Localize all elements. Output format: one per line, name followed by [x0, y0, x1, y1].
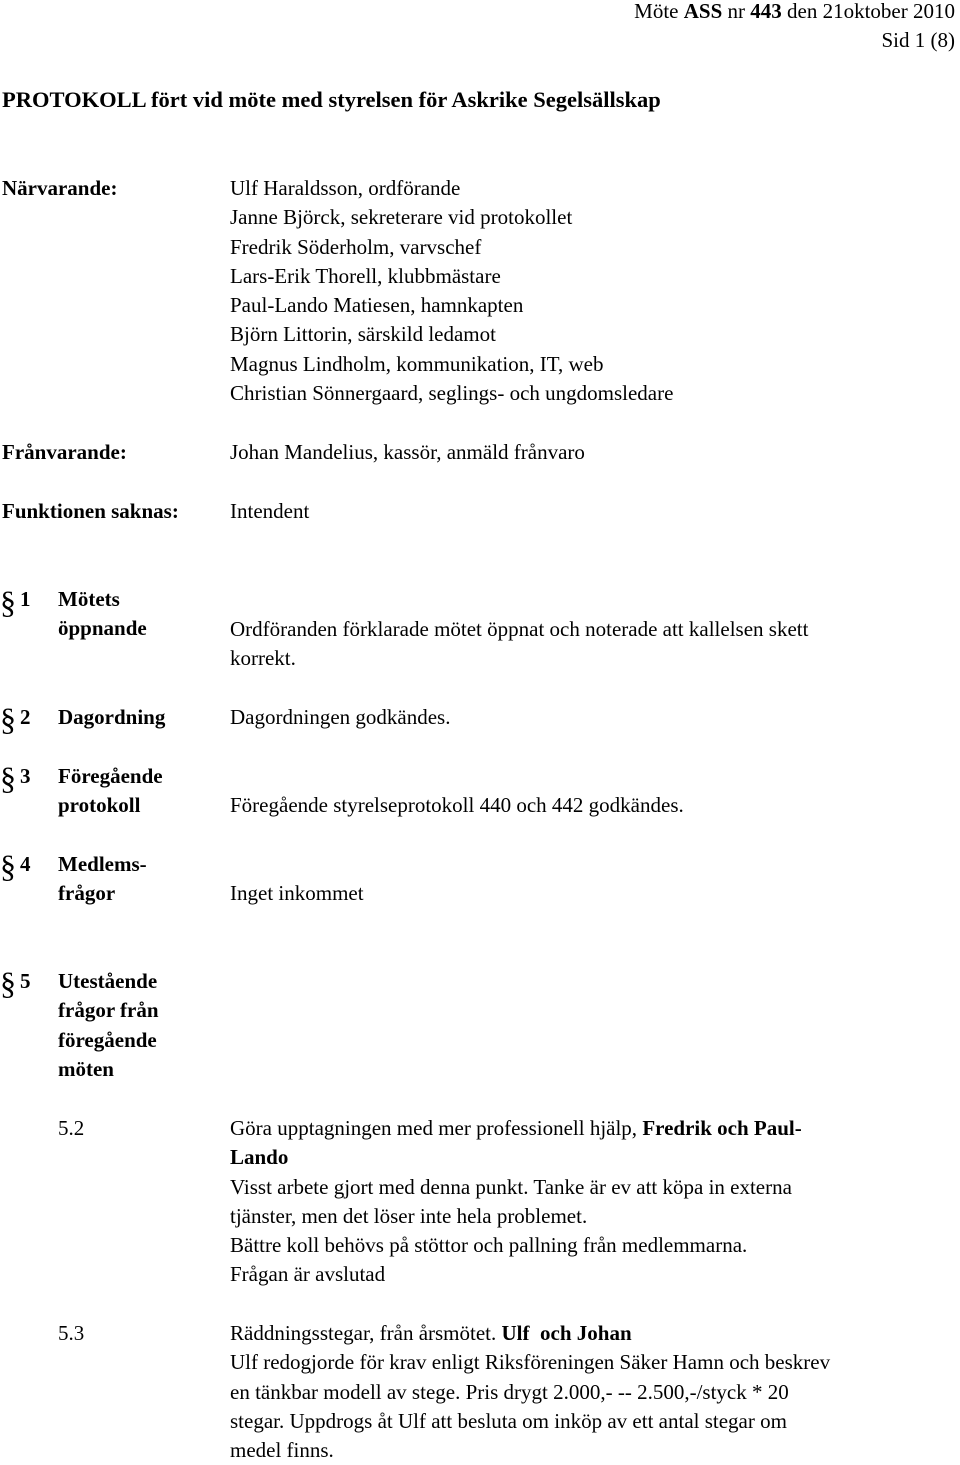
subitem-body-line: Bättre koll behövs på stöttor och pallning från medlemmarna. — [230, 1233, 748, 1258]
subitem-content — [230, 1114, 802, 1290]
present-member: Christian Sönnergaard, seglings- och ungdomsledare — [230, 381, 674, 406]
section-title-line: möten — [58, 1056, 114, 1081]
section-title — [58, 762, 163, 821]
present-member: Paul-Lando Matiesen, hamnkapten — [230, 293, 524, 318]
meeting-date: den 21oktober 2010 — [787, 0, 955, 23]
present-member: Magnus Lindholm, kommunikation, IT, web — [230, 351, 604, 376]
subitem-heading-text: Räddningsstegar, från årsmötet. — [230, 1321, 502, 1345]
subitem-heading-text: Göra upptagningen med mer professionell hjälp, — [230, 1116, 643, 1140]
section-symbol: § — [0, 760, 16, 796]
section-text: Inget inkommet — [230, 881, 364, 905]
section-title-line: Föregående — [58, 764, 163, 788]
section-symbol: § — [0, 965, 16, 1001]
section-title-line: föregående — [58, 1027, 157, 1052]
section-text-line: Ordföranden förklarade mötet öppnat och noterade att kallelsen skett — [230, 617, 809, 641]
section-text: Föregående styrelseprotokoll 440 och 442 godkändes. — [230, 793, 684, 817]
nr-label: nr — [727, 0, 746, 23]
section-text-line: korrekt. — [230, 646, 296, 671]
subitem-number: 5.2 — [58, 1116, 85, 1140]
section-symbol: § — [0, 701, 16, 737]
absent-label: Frånvarande: — [2, 440, 127, 464]
section-symbol: § — [0, 584, 16, 620]
section-number: 2 — [20, 705, 31, 729]
present-member: Fredrik Söderholm, varvschef — [230, 234, 482, 259]
section-title-line: frågor — [58, 881, 116, 906]
section-number: 3 — [20, 764, 31, 788]
section-title-line: frågor från — [58, 998, 159, 1023]
section-symbol: § — [0, 848, 16, 884]
section-title-line: öppnande — [58, 616, 147, 641]
page-number: Sid 1 (8) — [881, 28, 955, 52]
section-number: 4 — [20, 852, 31, 876]
section-title-line: Mötets — [58, 587, 120, 611]
present-list — [230, 174, 673, 408]
subitem-heading — [230, 1114, 802, 1143]
subitem-number: 5.3 — [58, 1321, 85, 1345]
section-number: 1 — [20, 587, 31, 611]
present-label: Närvarande: — [2, 176, 118, 200]
present-member: Ulf Haraldsson, ordförande — [230, 176, 461, 200]
subitem-body-line: Visst arbete gjort med denna punkt. Tanke är ev att köpa in externa — [230, 1174, 792, 1199]
subitem-content — [230, 1319, 830, 1465]
present-member: Lars-Erik Thorell, klubbmästare — [230, 263, 501, 288]
subitem-responsible: Ulf och Johan — [501, 1321, 632, 1345]
subitem-body-line: en tänkbar modell av stege. Pris drygt 2.000,- -- 2.500,-/styck * 20 — [230, 1379, 789, 1404]
section-title: Dagordning — [58, 705, 166, 729]
page-title: PROTOKOLL fört vid möte med styrelsen för Askrike Segelsällskap — [2, 87, 661, 112]
subitem-body-line: medel finns. — [230, 1438, 334, 1463]
subitem-body-line: Frågan är avslutad — [230, 1262, 386, 1287]
section-title — [58, 850, 147, 909]
absent-member: Johan Mandelius, kassör, anmäld frånvaro — [230, 440, 585, 464]
subitem-responsible: Fredrik och Paul- — [642, 1116, 802, 1140]
meeting-header — [634, 0, 955, 26]
present-member: Björn Littorin, särskild ledamot — [230, 322, 496, 347]
subitem-responsible-cont: Lando — [230, 1145, 289, 1170]
section-title — [58, 585, 147, 644]
subitem-body-line: tjänster, men det löser inte hela problemet. — [230, 1203, 588, 1228]
section-text: Dagordningen godkändes. — [230, 705, 451, 729]
org-abbrev: ASS — [683, 0, 723, 23]
section-title-line: protokoll — [58, 793, 141, 818]
meeting-number: 443 — [750, 0, 782, 23]
subitem-body-line: Ulf redogjorde för krav enligt Riksföreningen Säker Hamn och beskrev — [230, 1350, 831, 1375]
subitem-body-line: stegar. Uppdrogs åt Ulf att besluta om inköp av ett antal stegar om — [230, 1408, 787, 1433]
section-title-line: Medlems- — [58, 852, 147, 876]
section-title — [58, 967, 159, 1084]
section-number: 5 — [20, 969, 31, 993]
section-text — [230, 615, 808, 674]
meeting-prefix: Möte — [634, 0, 679, 23]
present-member: Janne Björck, sekreterare vid protokollet — [230, 205, 573, 230]
section-title-line: Utestående — [58, 969, 158, 993]
missing-function-label: Funktionen saknas: — [2, 499, 179, 523]
subitem-heading — [230, 1319, 830, 1348]
missing-function: Intendent — [230, 499, 310, 523]
